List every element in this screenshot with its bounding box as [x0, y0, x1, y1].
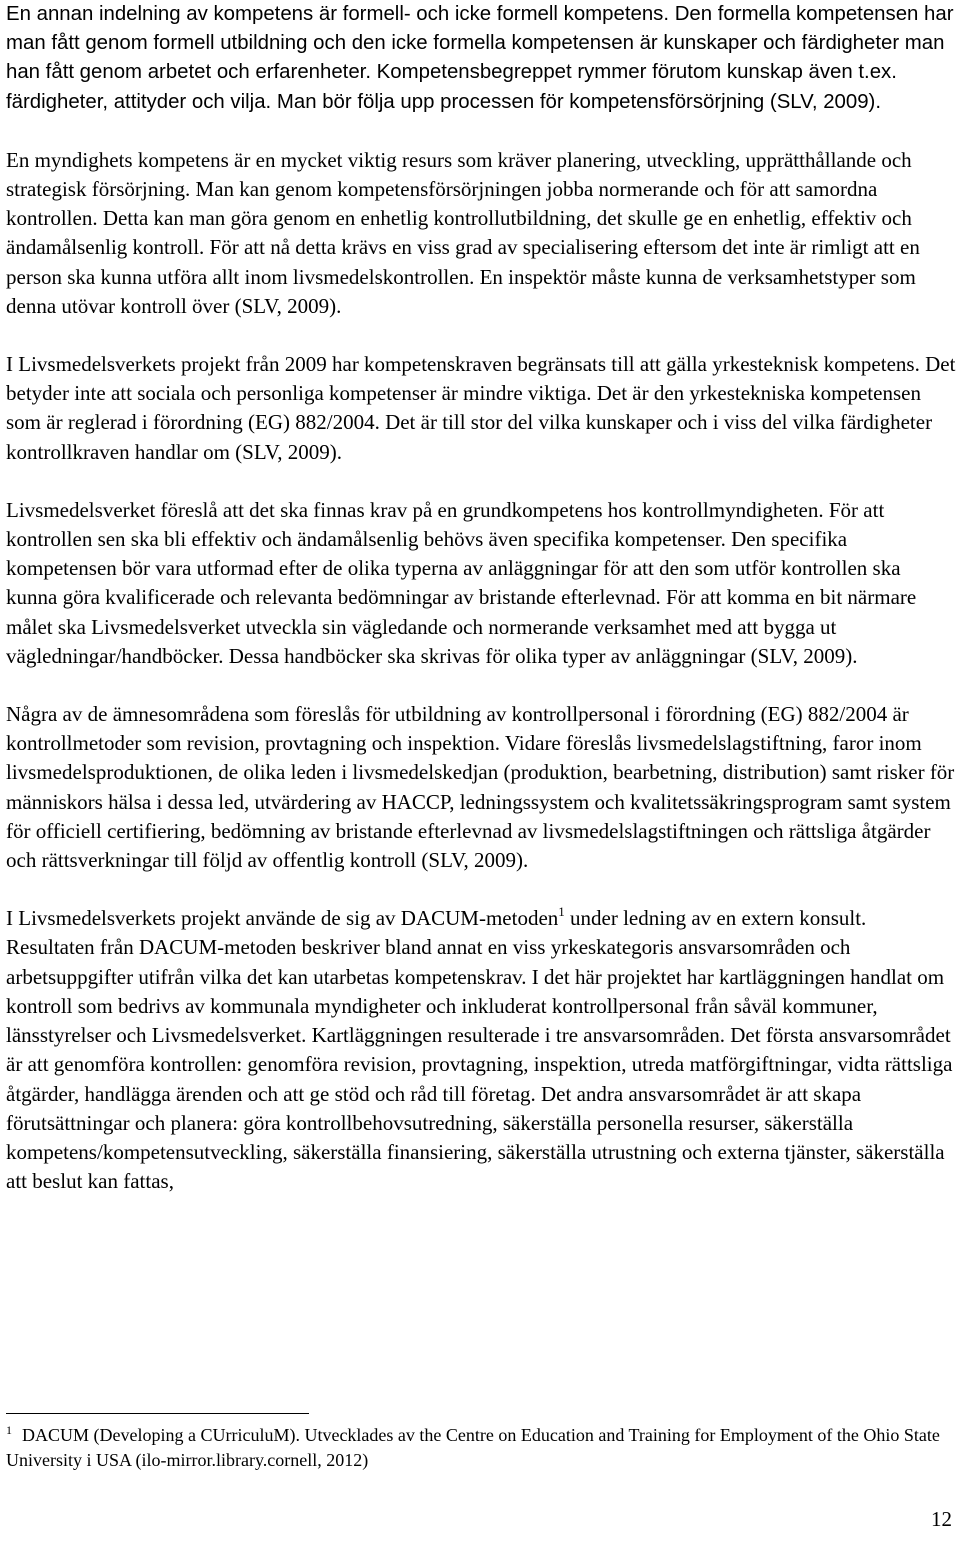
document-page: [6, 0, 956, 1196]
paragraph-basic-competence: Livsmedelsverket föreslå att det ska finnas krav på en grundkompetens hos kontrollmyndigheten. För att kontrollen sen ska bli effektiv och ändamålsenlig behövs även specifika kompetenser. Den specifika kompetensen bör vara utformad efter de olika typerna av anläggningar för att den som utför kontrollen ska kunna göra kvalificerade och relevanta bedömningar av bristande efterlevnad. För att komma en bit närmare målet ska Livsmedelsverket utveckla sin vägledande och normerande verksamhet med att bygga ut vägledningar/handböcker. Dessa handböcker ska skrivas för olika typer av anläggningar (SLV, 2009).: [6, 497, 917, 668]
footnote-text: DACUM (Developing a CUrriculuM). Utvecklades av the Centre on Education and Training for Employment of the Ohio State University i USA (ilo-mirror.library.cornell, 2012): [6, 1425, 940, 1470]
paragraph-formal-competence: En annan indelning av kompetens är formell- och icke formell kompetens. Den formella kompetensen har man fått genom formell utbildning och den icke formella kompetensen är kunskaper och färdigheter man han fått genom arbetet och erfarenheter. Kompetensbegreppet rymmer förutom kunskap även t.ex. färdigheter, attityder och vilja. Man bör följa upp processen för kompetensförsörjning (SLV, 2009).: [6, 3, 954, 113]
footnote-marker: 1: [6, 1423, 12, 1437]
footnote-reference[interactable]: 1: [558, 904, 565, 920]
paragraph-dacum-method: [6, 904, 956, 1196]
dacum-paragraph-rest: under ledning av en extern konsult. Resultaten från DACUM-metoden beskriver bland annat en viss yrkeskategoris ansvarsområden och arbetsuppgifter utifrån vilka det kan utarbetas kompetenskrav. I det här projektet har kartläggningen handlat om kontroll som bedrivs av kommunala myndigheter och inkluderat kontrollpersonal från såväl kommuner, länsstyrelser och Livsmedelsverket. Kartläggningen resulterade i tre ansvarsområden. Det första ansvarsområdet är att genomföra kontrollen: genomföra revision, provtagning, inspektion, utreda matförgiftningar, vidta rättsliga åtgärder, handlägga ärenden och att ge stöd och råd till företag. Det andra ansvarsområdet är att skapa förutsättningar och planera: göra kontrollbehovsutredning, säkerställa personella resurser, säkerställa kompetens/kompetensutveckling, säkerställa finansiering, säkerställa utrustning och externa tjänster, säkerställa att beslut kan fattas,: [6, 906, 953, 1194]
paragraph-professional-competence: I Livsmedelsverkets projekt från 2009 har kompetenskraven begränsats till att gälla yrkesteknisk kompetens. Det betyder inte att sociala och personliga kompetenser är mindre viktiga. Det är den yrkestekniska kompetensen som är reglerad i förordning (EG) 882/2004. Det är till stor del vilka kunskaper och i viss del vilka färdigheter kontrollkraven handlar om (SLV, 2009).: [6, 352, 956, 464]
footnote: [6, 1423, 956, 1473]
footnote-separator: [6, 1413, 309, 1414]
paragraph-authority-competence: En myndighets kompetens är en mycket viktig resurs som kräver planering, utveckling, upprätthållande och strategisk försörjning. Man kan genom kompetensförsörjningen jobba normerande och för att samordna kontrollen. Detta kan man göra genom en enhetlig kontrollutbildning, det skulle ge en enhetlig, effektiv och ändamålsenlig kontroll. För att nå detta krävs en viss grad av specialisering eftersom det inte är rimligt att en person ska kunna utföra allt inom livsmedelskontrollen. En inspektör måste kunna de verksamhetstyper som denna utövar kontroll över (SLV, 2009).: [6, 147, 920, 318]
dacum-paragraph-lead: I Livsmedelsverkets projekt använde de sig av DACUM-metoden: [6, 906, 559, 931]
page-number: 12: [931, 1507, 952, 1531]
paragraph-subject-areas: Några av de ämnesområdena som föreslås för utbildning av kontrollpersonal i förordning (EG) 882/2004 är kontrollmetoder som revision, provtagning och inspektion. Vidare föreslås livsmedelslagstiftning, faror inom livsmedelsproduktionen, de olika leden i livsmedelskedjan (produktion, bearbetning, distribution) samt risker för människors hälsa i dessa led, utvärdering av HACCP, ledningssystem och kvalitetssäkringsprogram samt system för officiell certifiering, bedömning av bristande efterlevnad av livsmedelslagstiftningen och rättsliga åtgärder och rättsverkningar till följd av offentlig kontroll (SLV, 2009).: [6, 702, 955, 873]
